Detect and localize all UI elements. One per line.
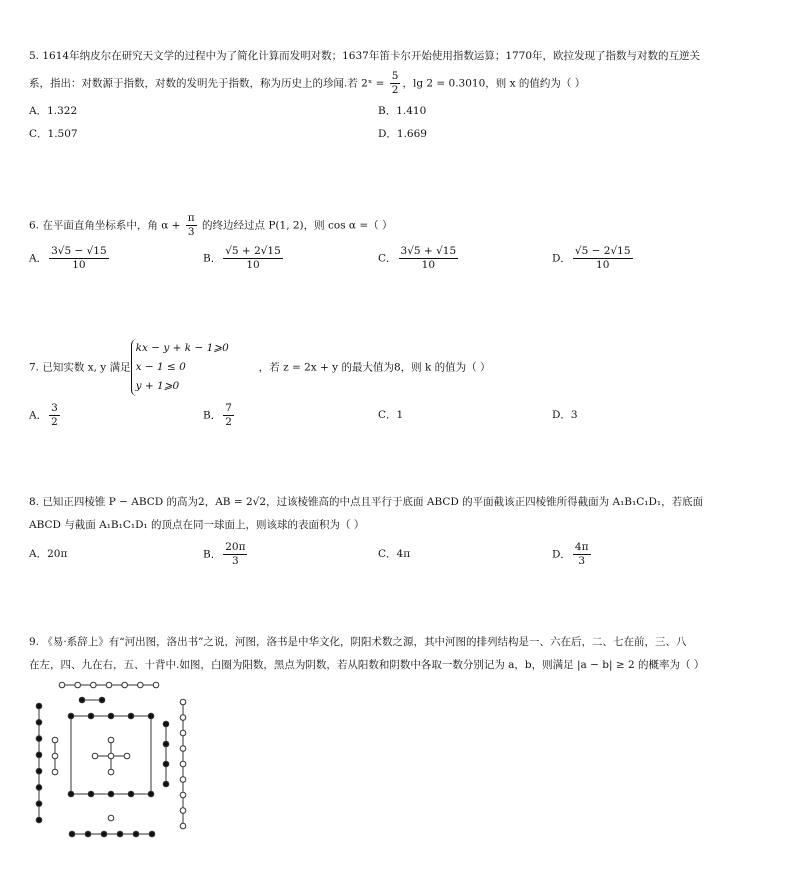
left-outer-dot: [36, 703, 42, 709]
bottom-outer-dot: [133, 831, 139, 837]
fraction-denominator: 2: [225, 416, 232, 428]
left-outer-dot: [36, 719, 42, 725]
right-outer-dot: [180, 777, 186, 783]
left-outer-dot: [36, 736, 42, 742]
fraction-denominator: 10: [72, 259, 86, 271]
question-text: 《易·系辞上》有“河出图，洛出书”之说，河图，洛书是中华文化，阴阳术数之源，其中河图的排列结构是一、六在后，二、七在前，三、八: [42, 636, 687, 648]
question-8-line2: ABCD 与截面 A₁B₁C₁D₁ 的顶点在同一球面上，则该球的表面积为（ ）: [29, 519, 365, 531]
left-outer-dot: [36, 817, 42, 823]
option-label: A．: [29, 548, 48, 560]
right-outer-dot: [180, 746, 186, 752]
top-outer-dot: [122, 682, 128, 688]
option-value: 20π: [47, 548, 68, 560]
top-outer-dot: [106, 682, 112, 688]
center-square-dot: [108, 791, 114, 797]
fraction-denominator: 3: [187, 226, 195, 238]
question-number: 9.: [29, 636, 40, 648]
left-outer-dot: [36, 752, 42, 758]
fraction-numerator: 3√5 − √15: [51, 245, 107, 257]
bottom-inner-dot: [108, 815, 114, 821]
right-outer-dot: [180, 699, 186, 705]
left-outer-dot: [36, 801, 42, 807]
question-text: 在平面直角坐标系中，角 α +: [42, 219, 184, 232]
left-outer-dot: [36, 785, 42, 791]
right-inner-dot: [163, 781, 169, 787]
fraction-denominator: 3: [232, 555, 239, 567]
right-outer-dot: [180, 715, 186, 721]
question-text: ，lg 2 = 0.3010，则 x 的值约为（ ）: [402, 77, 586, 90]
top-inner-dot: [79, 697, 85, 703]
option-label: C．: [378, 409, 397, 421]
option-b: B．1.410: [378, 105, 427, 117]
question-number: 8.: [29, 496, 40, 508]
fraction-numerator: 5: [391, 70, 399, 82]
right-outer-dot: [180, 808, 186, 814]
fraction-numerator: 20π: [225, 541, 246, 553]
left-inner-dot: [52, 753, 58, 759]
fraction-numerator: 4π: [574, 541, 589, 553]
center-square-dot: [108, 713, 114, 719]
option-label: B．: [203, 548, 222, 561]
question-text: 的终边经过点 P(1, 2)，则 cos α =（ ）: [198, 219, 393, 232]
fraction-numerator: 3√5 + √15: [400, 245, 457, 257]
option-label: D．: [552, 548, 571, 561]
inequality: kx − y + k − 1⩾0: [135, 342, 229, 354]
fraction-denominator: 10: [421, 259, 436, 271]
right-inner-dot: [163, 761, 169, 767]
fraction-denominator: 2: [391, 84, 399, 96]
option-label: D．: [552, 409, 571, 421]
center-square-dot: [128, 713, 134, 719]
right-inner-dot: [163, 721, 169, 727]
fraction-denominator: 10: [596, 259, 610, 271]
right-outer-dot: [180, 730, 186, 736]
fraction-denominator: 3: [578, 555, 586, 567]
question-number: 6.: [29, 219, 40, 232]
question-text: 1614年纳皮尔在研究天文学的过程中为了简化计算而发明对数；1637年笛卡尔开始使用指数运算；1770年，欧拉发现了指数与对数的互逆关: [42, 50, 701, 62]
option-value: 1: [396, 409, 404, 421]
option-c: C．1.507: [29, 128, 78, 140]
center-square-dot: [128, 791, 134, 797]
center-dot: [108, 769, 114, 775]
option-label: A．: [29, 252, 48, 265]
center-dot: [108, 753, 114, 759]
left-inner-dot: [52, 769, 58, 775]
option-a: A．1.322: [29, 105, 78, 117]
bottom-outer-dot: [101, 831, 107, 837]
option-label: C．: [378, 252, 397, 265]
right-outer-dot: [180, 792, 186, 798]
left-inner-dot: [52, 737, 58, 743]
question-9-line2: 在左，四、九在右，五、十背中.如图，白圈为阳数，黑点为阴数，若从阳数和阴数中各取一数分别记为 a，b，则满足 |a − b| ≥ 2 的概率为（ ）: [29, 659, 705, 671]
fraction-numerator: π: [187, 212, 195, 224]
center-dot: [124, 753, 130, 759]
fraction-numerator: √5 − 2√15: [574, 245, 631, 257]
option-value: 4π: [396, 548, 411, 560]
top-outer-dot: [91, 682, 97, 688]
option-label: B．: [203, 409, 222, 422]
right-outer-dot: [180, 823, 186, 829]
inequality: y + 1⩾0: [135, 380, 180, 392]
option-d: D．1.669: [378, 128, 427, 140]
top-outer-dot: [153, 682, 159, 688]
right-outer-dot: [180, 761, 186, 767]
question-text: 已知正四棱锥 P − ABCD 的高为2，AB = 2√2，过该棱锥高的中点且平行于底面 ABCD 的平面截该正四棱锥所得截面为 A₁B₁C₁D₁，若底面: [42, 496, 704, 508]
option-label: B．: [203, 252, 222, 265]
top-outer-dot: [138, 682, 144, 688]
left-outer-dot: [36, 768, 42, 774]
option-label: D．: [552, 252, 571, 265]
question-text: ，若 z = 2x + y 的最大值为8，则 k 的值为（ ）: [258, 361, 491, 374]
center-square-dot: [148, 791, 154, 797]
center-dot: [108, 737, 114, 743]
center-dot: [92, 753, 98, 759]
center-square-dot: [68, 791, 74, 797]
question-number: 5.: [29, 50, 40, 62]
question-text: 系，指出：对数源于指数，对数的发明先于指数，称为历史上的珍闻.若 2ˣ =: [29, 77, 388, 90]
question-text: 已知实数 x, y 满足: [42, 361, 131, 374]
top-outer-dot: [75, 682, 81, 688]
fraction-numerator: 3: [51, 402, 58, 414]
fraction-numerator: 7: [225, 402, 232, 414]
center-square-dot: [88, 713, 94, 719]
right-inner-dot: [163, 741, 169, 747]
fraction-denominator: 2: [51, 416, 58, 428]
center-square-dot: [68, 713, 74, 719]
question-number: 7.: [29, 361, 40, 374]
top-outer-dot: [59, 682, 65, 688]
fraction-numerator: √5 + 2√15: [225, 245, 281, 257]
fraction-denominator: 10: [246, 259, 260, 271]
option-value: 3: [570, 409, 578, 421]
top-inner-dot: [99, 697, 105, 703]
inequality: x − 1 ≤ 0: [135, 361, 186, 373]
option-label: A．: [29, 409, 48, 422]
bottom-outer-dot: [149, 831, 155, 837]
center-square-dot: [88, 791, 94, 797]
option-label: C．: [378, 548, 397, 560]
bottom-outer-dot: [69, 831, 75, 837]
bottom-outer-dot: [85, 831, 91, 837]
bottom-outer-dot: [117, 831, 123, 837]
center-square-dot: [148, 713, 154, 719]
